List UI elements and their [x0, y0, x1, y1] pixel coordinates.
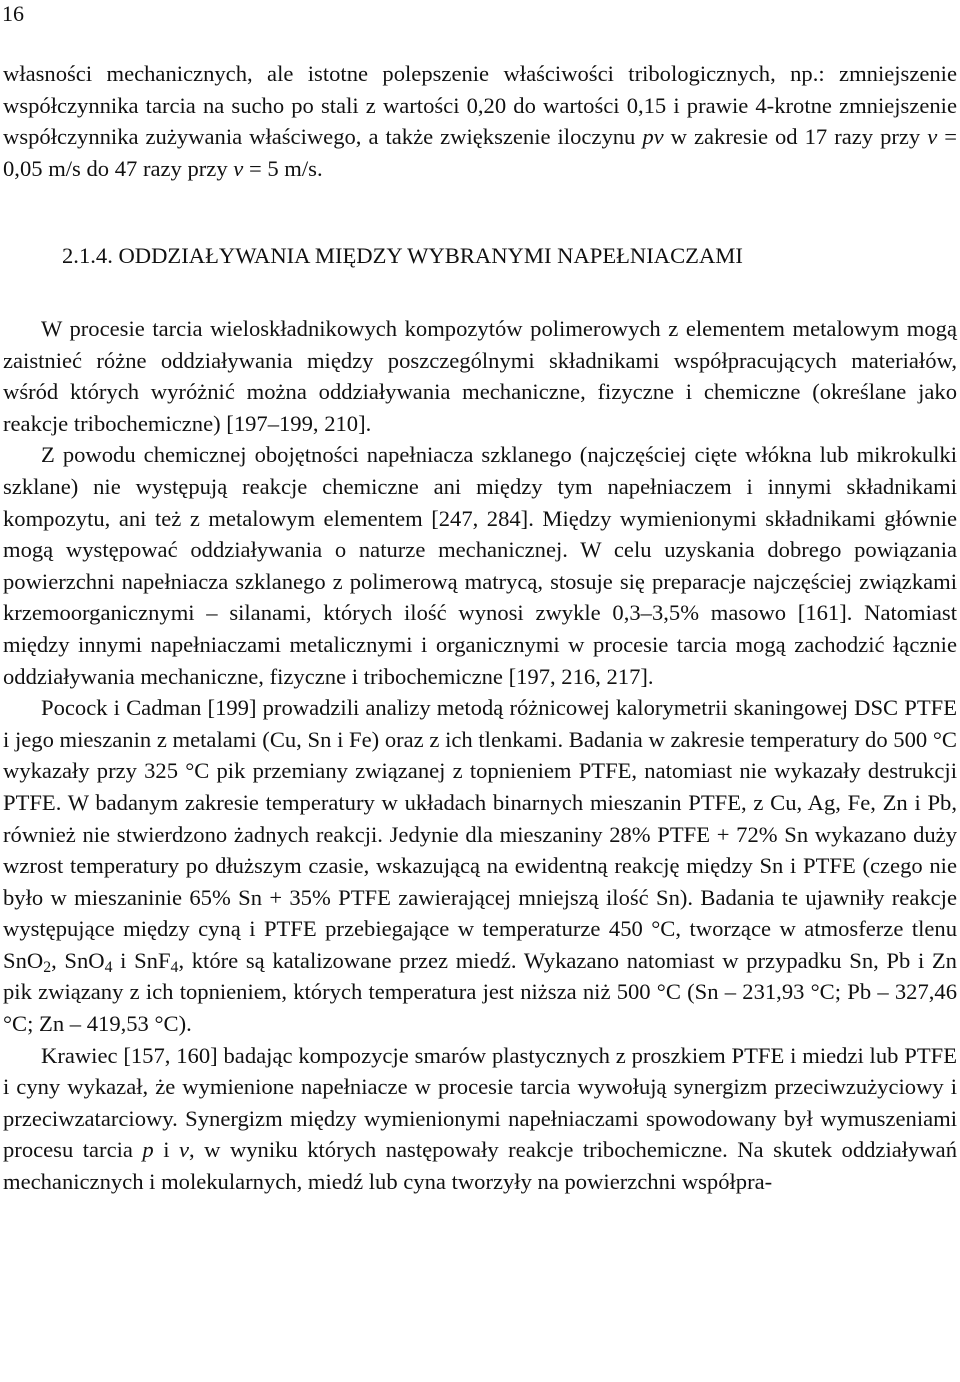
- section-body: [3, 313, 957, 1198]
- paragraph-3: [3, 692, 957, 1040]
- paragraph-4-text-b: i: [153, 1137, 179, 1163]
- subscript: 2: [43, 958, 52, 976]
- intro-paragraph: własności mechanicznych, ale istotne polepszenie właściwości tribologicznych, np.: zmniejszenie współczynnika tarcia na sucho po stali z wartości 0,20 do wartości 0,15 i prawie 4-krotne zmniejszenie współczynnika zużywania właściwego, a także zwiększenie iloczynu pv w zakresie od 17 razy przy v = 0,05 m/s do 47 razy przy v = 5 m/s.: [3, 61, 958, 181]
- paragraph-4: [3, 1040, 957, 1198]
- symbol-p: p: [142, 1137, 154, 1163]
- page-number: 16: [2, 1, 24, 26]
- subscript: 4: [104, 958, 113, 976]
- section-heading: 2.1.4. ODDZIAŁYWANIA MIĘDZY WYBRANYMI NAPEŁNIACZAMI: [62, 243, 743, 268]
- paragraph-3-text-d: , które są katalizowane przez miedź. Wykazano natomiast w przypadku Sn, Pb i Zn pik związany z ich topnieniem, których temperatura jest niższa niż 500 °C (Sn – 231,93 °C; Pb – 327,46 °C; Zn – 419,53 °C).: [3, 947, 957, 1037]
- paragraph-1: W procesie tarcia wieloskładnikowych kompozytów polimerowych z elementem metalowym mogą zaistnieć różne oddziaływania między poszczególnymi składnikami współpracujących materiałów, wśród których wyróżnić można oddziaływania mechaniczne, fizyczne i chemiczne (określane jako reakcje tribochemiczne) [197–199, 210].: [3, 316, 957, 436]
- symbol-v: v: [233, 155, 244, 181]
- symbol-pv: pv: [642, 124, 664, 150]
- paragraph-3-text-c: i SnF: [112, 947, 171, 973]
- paragraph-3-text-a: Pocock i Cadman [199] prowadzili analizy metodą różnicowej kalorymetrii skaningowej DSC PTFE i jego mieszanin z metalami (Cu, Sn i Fe) oraz z ich tlenkami. Badania w zakresie temperatury do 500 °C wykazały przy 325 °C pik przemiany związanej z topnieniem PTFE, natomiast nie wykazały destrukcji PTFE. W badanym zakresie temperatury w układach binarnych mieszanin PTFE, z Cu, Ag, Fe, Zn i Pb, również nie stwierdzono żadnych reakcji. Jedynie dla mieszaniny 28% PTFE + 72% Sn wykazano duży wzrost temperatury po dłuższym czasie, wskazującą na ewidentną reakcję między Sn i PTFE (czego nie było w mieszaninie 65% Sn + 35% PTFE zawierającej mniejszą ilość Sn). Badania te ujawniły reakcje występujące między cyną i PTFE przebiegające w temperaturze 450 °C, tworzące w atmosferze tlenu SnO: [3, 695, 957, 973]
- paragraph-2: Z powodu chemicznej obojętności napełniacza szklanego (najczęściej cięte włókna lub mikrokulki szklane) nie występują reakcje chemiczne ani między tym napełniaczem i innymi składnikami kompozytu, ani też z metalowym elementem [247, 284]. Między wymienionymi składnikami głównie mogą występować oddziaływania o naturze mechanicznej. W celu uzyskania dobrego powiązania powierzchni napełniacza szklanego z polimerową matrycą, stosuje się preparacje najczęściej związkami krzemoorganicznymi – silanami, których ilość wynosi zwykle 0,3–3,5% masowo [161]. Natomiast między innymi napełniaczami metalicznymi i organicznymi w procesie tarcia mogą zachodzić łącznie oddziaływania mechaniczne, fizyczne i tribochemiczne [197, 216, 217].: [3, 442, 957, 689]
- paragraph-3-text-b: , SnO: [51, 947, 105, 973]
- paragraph-4-text-c: , w wyniku których następowały reakcje tribochemiczne. Na skutek oddziaływań mechanicznych i molekularnych, miedź lub cyna tworzyły na powierzchni współpra-: [3, 1137, 957, 1195]
- symbol-v: v: [178, 1137, 189, 1163]
- paragraph-4-text-a: Krawiec [157, 160] badając kompozycje smarów plastycznych z proszkiem PTFE i miedzi lub PTFE i cyny wykazał, że wymienione napełniacze w procesie tarcia wywołują synergizm przeciwzużyciowy i przeciwzatarciowy. Synergizm między wymienionymi napełniaczami spowodowany był wymuszeniami procesu tarcia: [3, 1042, 957, 1163]
- intro-text: [3, 58, 957, 184]
- subscript: 4: [170, 958, 179, 976]
- symbol-v: v: [927, 124, 938, 150]
